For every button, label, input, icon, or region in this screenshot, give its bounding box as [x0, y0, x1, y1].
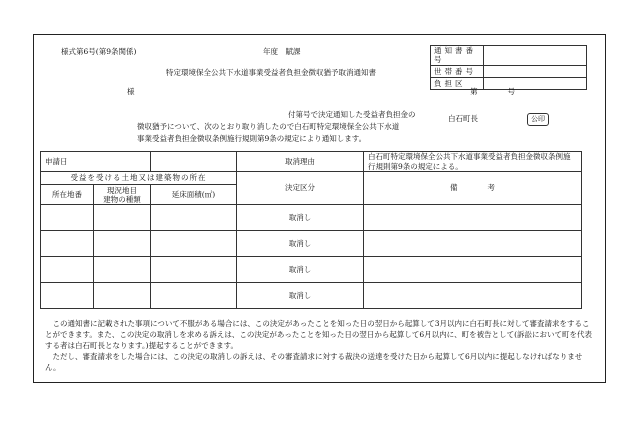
- category-header-line-2: 建物の種類: [103, 194, 141, 204]
- fiscal-year-label: 年度 賦課: [263, 47, 301, 56]
- remarks-header: 備 考: [364, 172, 582, 205]
- table-row: [41, 205, 582, 231]
- lot-number-cell[interactable]: [41, 283, 94, 309]
- addressee-suffix: 様: [127, 87, 135, 96]
- application-date-value[interactable]: [151, 152, 237, 172]
- decision-cell: 取消し: [237, 205, 364, 231]
- table-row: [41, 231, 582, 257]
- lot-number-cell[interactable]: [41, 231, 94, 257]
- floor-area-cell[interactable]: [151, 205, 237, 231]
- appeal-notice-paragraph-1: この通知書に記載された事項について不服がある場合には、この決定があったことを知った日の翌日から起算して3月以内に白石町長に対して審査請求をすることができます。また、この決定の取消しを求める訴えは、この決定があったことを知った日の翌日から起算して6月以内に、町を被告として(訴訟において町を代表する者は白石町長となります。)提起することができます。: [45, 319, 593, 350]
- decision-cell: 取消し: [237, 257, 364, 283]
- appeal-notice: [45, 318, 593, 373]
- floor-area-cell[interactable]: [151, 257, 237, 283]
- floor-area-cell[interactable]: [151, 283, 237, 309]
- category-cell[interactable]: [94, 257, 151, 283]
- household-number-value[interactable]: [484, 65, 587, 77]
- category-cell[interactable]: [94, 205, 151, 231]
- body-line-1: 付第号で決定通知した受益者負担金の: [288, 110, 416, 119]
- remarks-cell[interactable]: [364, 257, 582, 283]
- cancellation-table: [40, 151, 582, 309]
- category-header: [94, 185, 151, 205]
- application-row: [41, 152, 582, 172]
- category-cell[interactable]: [94, 283, 151, 309]
- decision-cell: 取消し: [237, 283, 364, 309]
- lot-number-cell[interactable]: [41, 257, 94, 283]
- form-number: 様式第6号(第9条関係): [61, 47, 137, 56]
- decision-cell: 取消し: [237, 231, 364, 257]
- remarks-cell[interactable]: [364, 205, 582, 231]
- appeal-notice-paragraph-2: ただし、審査請求をした場合には、この決定の取消しの訴えは、その審査請求に対する裁決の送達を受けた日から起算して6月以内に提起しなければなりません。: [45, 352, 583, 372]
- application-date-label: 申請日: [41, 152, 151, 172]
- document-number-label: 第 号: [470, 87, 515, 96]
- category-cell[interactable]: [94, 231, 151, 257]
- household-number-label: 世帯番号: [431, 65, 484, 77]
- category-header-line-1: 現況地目: [107, 185, 137, 195]
- lot-number-header: 所在地番: [41, 185, 94, 205]
- burden-district-label: 負担区: [431, 77, 484, 89]
- decision-header: 決定区分: [237, 172, 364, 205]
- notice-number-value[interactable]: [484, 46, 587, 66]
- body-line-3: 事業受益者負担金徴収条例施行規則第9条の規定により通知します。: [137, 134, 367, 143]
- remarks-cell[interactable]: [364, 231, 582, 257]
- notice-number-box: [430, 45, 587, 90]
- cancel-reason-label: 取消理由: [237, 152, 364, 172]
- floor-area-cell[interactable]: [151, 231, 237, 257]
- issuer-name: 白石町長: [448, 114, 478, 123]
- notice-number-label: 通知書番号: [431, 46, 484, 66]
- notice-number-row: [431, 46, 587, 66]
- household-number-row: [431, 65, 587, 77]
- body-line-2: 徴収猶予について、次のとおり取り消したので白石町特定環境保全公共下水道: [137, 122, 400, 131]
- land-header-row: [41, 172, 582, 185]
- remarks-cell[interactable]: [364, 283, 582, 309]
- official-seal: 公印: [527, 113, 549, 126]
- document-title: 特定環境保全公共下水道事業受益者負担金徴収猶予取消通知書: [166, 68, 376, 77]
- lot-number-cell[interactable]: [41, 205, 94, 231]
- table-row: [41, 283, 582, 309]
- floor-area-header: 延床面積(㎡): [151, 185, 237, 205]
- cancel-reason-value: 白石町特定環境保全公共下水道事業受益者負担金徴収条例施行規則第9条の規定による。: [364, 152, 582, 172]
- land-location-header: 受益を受ける土地又は建築物の所在: [41, 172, 237, 185]
- table-row: [41, 257, 582, 283]
